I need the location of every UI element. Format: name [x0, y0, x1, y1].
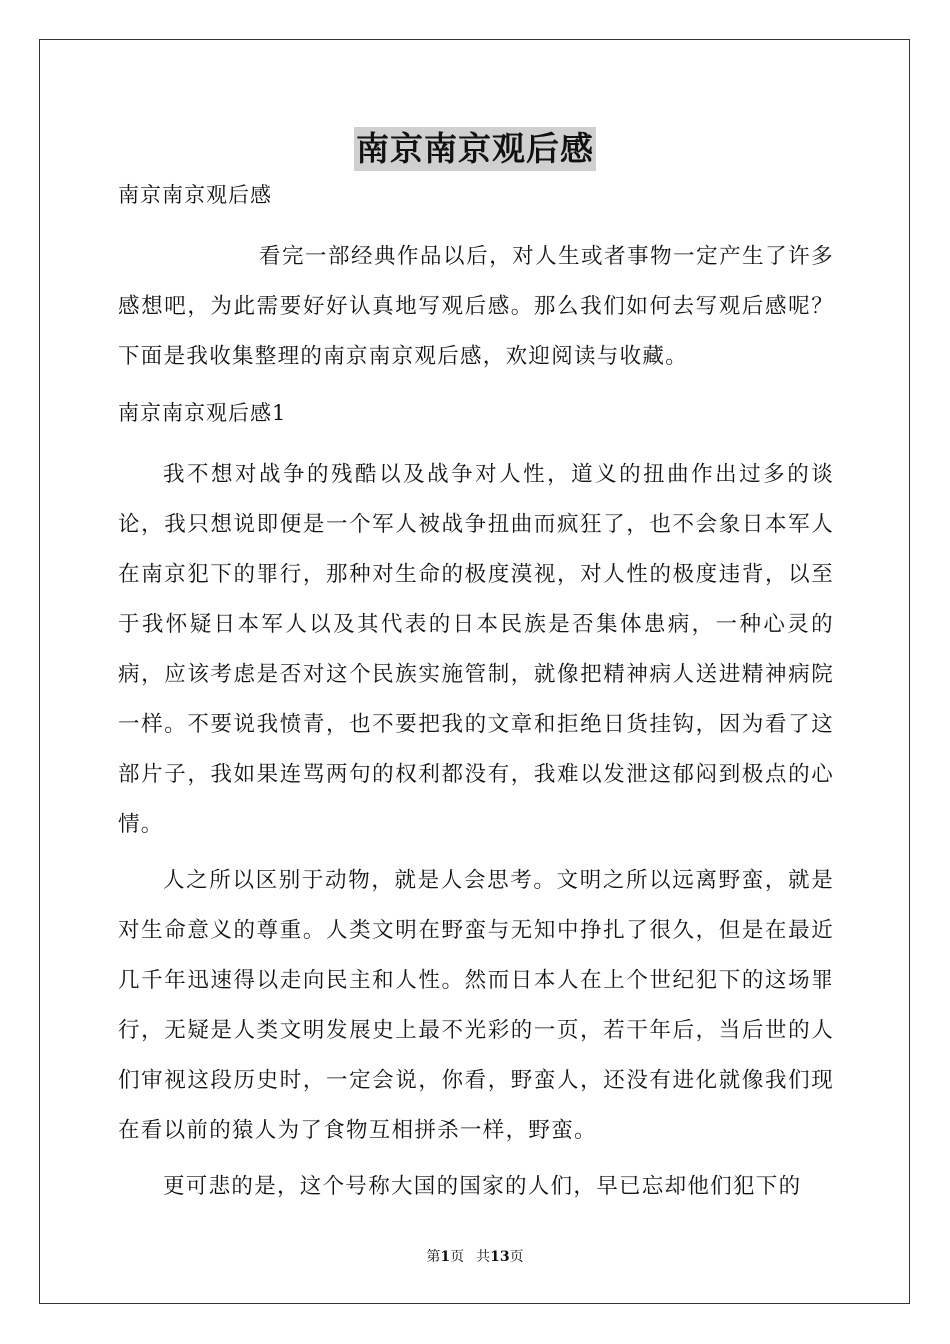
document-title: 南京南京观后感	[354, 127, 596, 171]
page-footer	[0, 1247, 950, 1267]
footer-page-suffix: 页	[450, 1249, 465, 1265]
intro-paragraph: 看完一部经典作品以后，对人生或者事物一定产生了许多感想吧，为此需要好好认真地写观后感。那么我们如何去写观后感呢？下面是我收集整理的南京南京观后感，欢迎阅读与收藏。	[118, 244, 834, 369]
footer-total-prefix: 共	[476, 1249, 491, 1265]
body-paragraph-3: 更可悲的是，这个号称大国的国家的人们，早已忘却他们犯下的	[163, 1174, 802, 1199]
footer-prefix: 第	[426, 1249, 441, 1265]
document-body	[118, 180, 834, 1212]
footer-total-suffix: 页	[509, 1249, 524, 1265]
body-paragraph-2: 人之所以区别于动物，就是人会思考。文明之所以远离野蛮，就是对生命意义的尊重。人类文明在野蛮与无知中挣扎了很久，但是在最近几千年迅速得以走向民主和人性。然而日本人在上个世纪犯下的这场罪行，无疑是人类文明发展史上最不光彩的一页，若干年后，当后世的人们审视这段历史时，一定会说，你看，野蛮人，还没有进化就像我们现在看以前的猿人为了食物互相拼杀一样，野蛮。	[118, 868, 834, 1143]
footer-total-pages: 13	[490, 1249, 510, 1265]
section-heading: 南京南京观后感1	[118, 401, 287, 425]
title-block	[0, 127, 950, 171]
footer-page-number: 1	[440, 1249, 451, 1265]
document-subtitle: 南京南京观后感	[118, 183, 272, 207]
body-paragraph-1: 我不想对战争的残酷以及战争对人性，道义的扭曲作出过多的谈论，我只想说即便是一个军人被战争扭曲而疯狂了，也不会象日本军人在南京犯下的罪行，那种对生命的极度漠视，对人性的极度违背，以至于我怀疑日本军人以及其代表的日本民族是否集体患病，一种心灵的病，应该考虑是否对这个民族实施管制，就像把精神病人送进精神病院一样。不要说我愤青，也不要把我的文章和拒绝日货挂钩，因为看了这部片子，我如果连骂两句的权利都没有，我难以发泄这郁闷到极点的心情。	[118, 462, 834, 837]
